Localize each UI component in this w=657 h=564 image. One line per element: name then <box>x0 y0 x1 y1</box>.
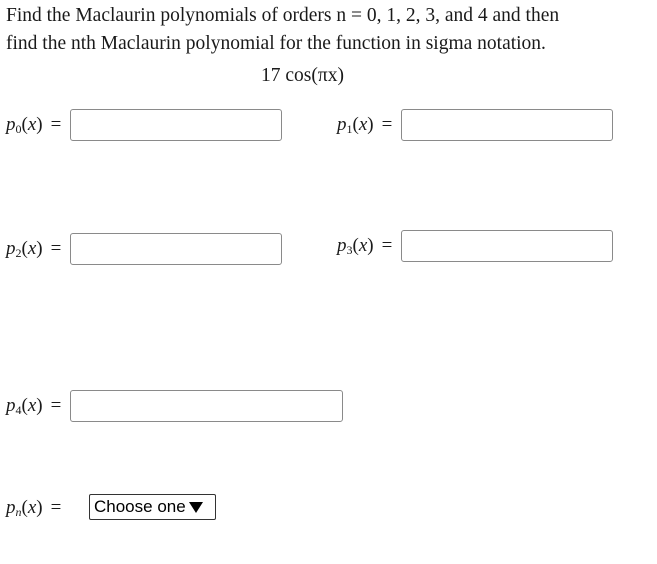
p1-row <box>337 107 613 143</box>
p2-input[interactable] <box>70 233 282 265</box>
p2-label: $p_2(x)$ = <box>6 237 62 260</box>
p4-label: $p_4(x)$ = <box>6 394 62 417</box>
p4-input[interactable] <box>70 390 343 422</box>
pn-row <box>6 490 70 526</box>
caret-down-icon <box>189 502 203 513</box>
p3-row <box>337 228 613 264</box>
p4-row <box>6 388 343 424</box>
p1-input[interactable] <box>401 109 613 141</box>
pn-select-value: Choose one <box>94 497 186 516</box>
pn-label: $p_n(x)$ = <box>6 496 62 519</box>
p1-label: $p_1(x)$ = <box>337 113 393 136</box>
p3-input[interactable] <box>401 230 613 262</box>
p0-label: $p_0(x)$ = <box>6 113 62 136</box>
p0-row <box>6 107 282 143</box>
p2-row <box>6 231 282 267</box>
p0-input[interactable] <box>70 109 282 141</box>
pn-select[interactable] <box>89 494 216 520</box>
function-expression: 17 cos(πx) <box>261 65 344 86</box>
question-line-2: find the nth Maclaurin polynomial for the function in sigma notation. <box>6 33 546 54</box>
p3-label: $p_3(x)$ = <box>337 234 393 257</box>
question-text <box>6 2 656 58</box>
question-line-1: Find the Maclaurin polynomials of orders n = 0, 1, 2, 3, and 4 and then <box>6 5 560 26</box>
